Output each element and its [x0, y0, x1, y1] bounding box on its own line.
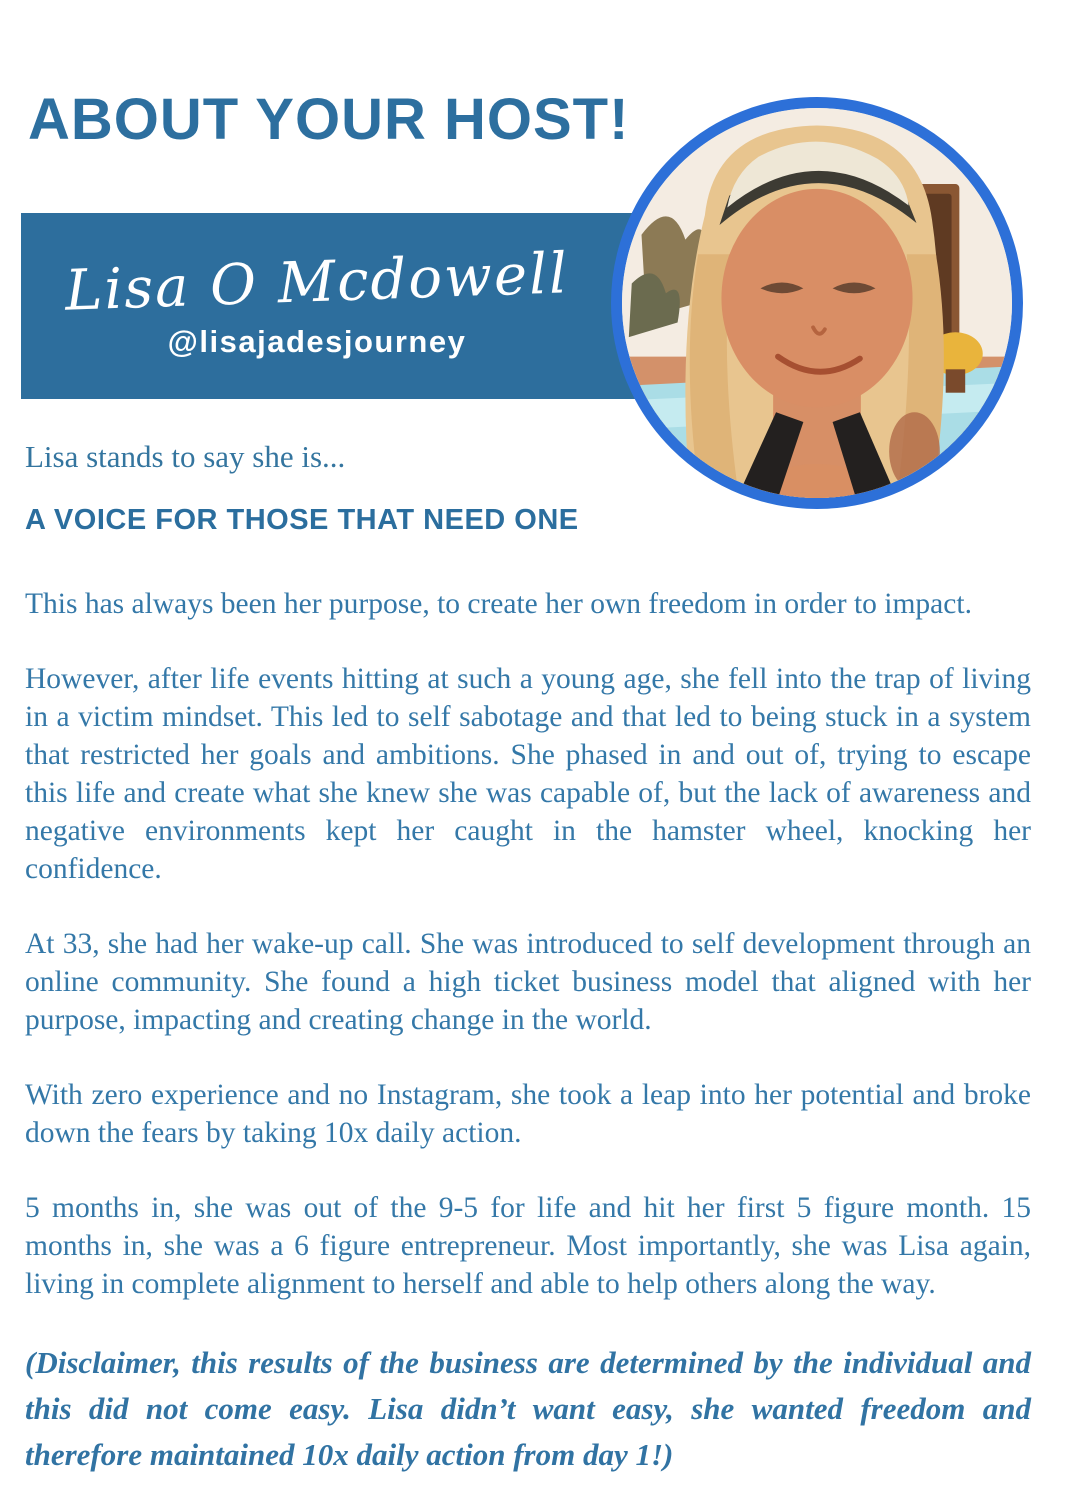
- bio-paragraph-2: However, after life events hitting at such a young age, she fell into the trap of living in a victim mindset. This led to self sabotage and that led to being stuck in a system that restricted her goals and ambitions. She phased in and out of, trying to escape this life and create what she knew she was capable of, but the lack of awareness and negative environments kept her caught in the hamster wheel, knocking her confidence.: [25, 663, 1031, 885]
- bio-paragraph-5: 5 months in, she was out of the 9-5 for life and hit her first 5 figure month. 15 months in, she was a 6 figure entrepreneur. Most importantly, she was Lisa again, living in complete alignment to herself and able to help others along the way.: [25, 1192, 1031, 1300]
- bio-paragraph-1: This has always been her purpose, to create her own freedom in order to impact.: [25, 588, 972, 620]
- voice-heading: A VOICE FOR THOSE THAT NEED ONE: [25, 504, 579, 536]
- page-title: ABOUT YOUR HOST!: [28, 87, 630, 152]
- lead-line: Lisa stands to say she is...: [25, 439, 346, 474]
- host-name-banner: [21, 213, 643, 399]
- instagram-handle: @lisajadesjourney: [167, 324, 467, 359]
- bio-paragraph-3: At 33, she had her wake-up call. She was introduced to self development through an online community. She found a high ticket business model that aligned with her purpose, impacting and creating change in the world.: [25, 928, 1031, 1036]
- disclaimer-note: (Disclaimer, this results of the business are determined by the individual and this did not come easy. Lisa didn’t want easy, she wanted freedom and therefore maintained 10x daily action from day 1!): [25, 1345, 1031, 1472]
- bio-paragraph-4: With zero experience and no Instagram, she took a leap into her potential and broke down the fears by taking 10x daily action.: [25, 1079, 1031, 1149]
- bio-content: [25, 438, 1031, 1478]
- host-name-signature: Lisa O Mcdowell: [64, 241, 570, 324]
